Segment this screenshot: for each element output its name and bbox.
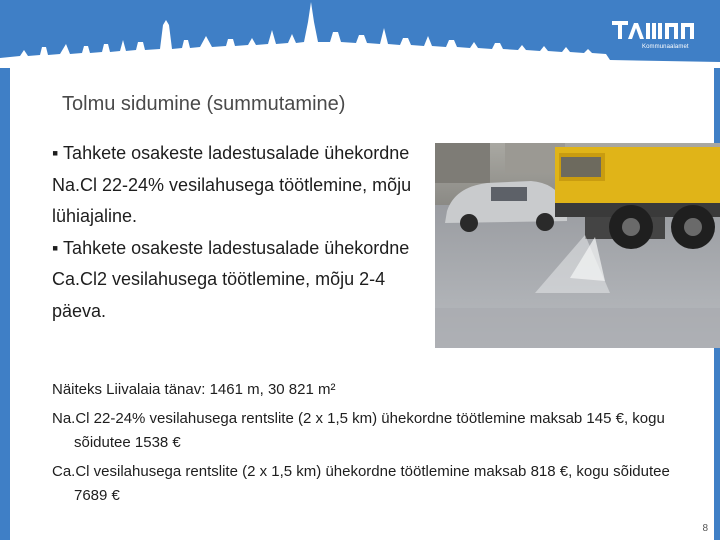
bullet-item: ▪ Tahkete osakeste ladestusalade ühekordne Na.Cl 22-24% vesilahusega töötlemine, mõju lühiajaline. [52,143,412,226]
page-number: 8 [702,523,708,534]
note-item: Ca.Cl vesilahusega rentslite (2 x 1,5 km) ühekordne töötlemine maksab 818 €, kogu sõidutee 7689 € [52,463,670,504]
bullet-item: ▪ Tahkete osakeste ladestusalade ühekordne Ca.Cl2 vesilahusega töötlemine, mõju 2-4 päeva. [52,237,410,321]
street-spraying-truck-photo [435,143,720,348]
note-item: Näiteks Liivalaia tänav: 1461 m, 30 821 m² [52,381,336,398]
bullet-list [52,138,432,327]
note-item: Na.Cl 22-24% vesilahusega rentslite (2 x 1,5 km) ühekordne töötlemine maksab 145 €, kogu sõidutee 1538 € [52,410,665,451]
header-banner [0,0,720,68]
tallinn-wordmark-icon [612,18,704,42]
tallinn-logo [612,18,704,54]
example-notes [52,378,702,508]
logo-subtext: Kommunaalamet [642,44,689,50]
left-accent-bar [0,68,10,540]
slide-title: Tolmu sidumine (summutamine) [62,93,346,115]
